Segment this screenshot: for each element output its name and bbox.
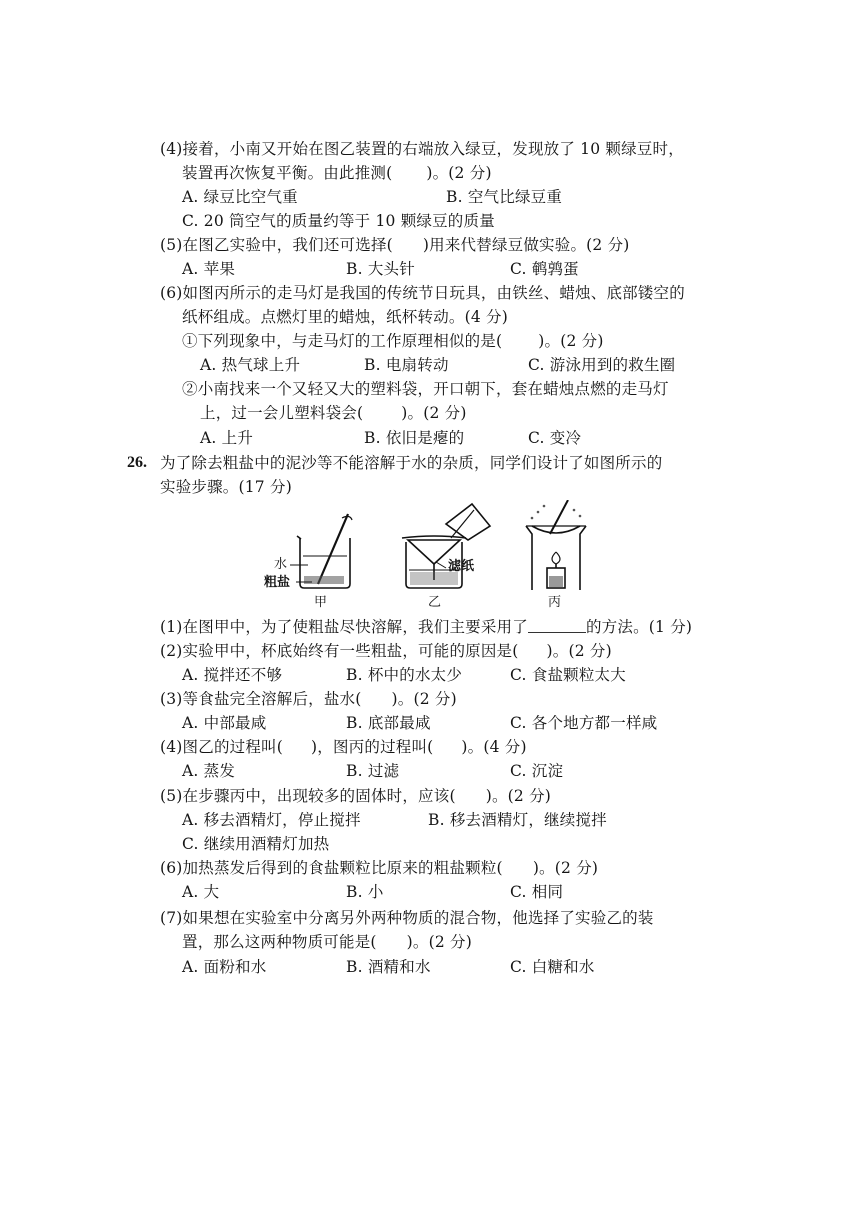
experiment-figure xyxy=(264,500,608,612)
stem-text: (1)在图甲中，为了使粗盐尽快溶解，我们主要采用了 xyxy=(160,618,528,636)
stem-text: )。(2 分) xyxy=(426,164,492,182)
q26-p2-stem xyxy=(160,640,612,662)
q25-p5-option-a: A. 苹果 xyxy=(182,260,236,278)
fill-in-blank[interactable] xyxy=(528,618,586,633)
stem-text: 置，那么这两种物质可能是( xyxy=(182,933,377,951)
q25-p5-stem xyxy=(160,234,630,256)
q26-p7-stem-line2 xyxy=(182,931,472,953)
stem-text: )。(2 分) xyxy=(546,642,612,660)
q25-p4-stem-line2 xyxy=(182,162,492,184)
q25-p4-option-c: C. 20 筒空气的质量约等于 10 颗绿豆的质量 xyxy=(182,212,495,230)
stem-text: (2)实验甲中，杯底始终有一些粗盐，可能的原因是( xyxy=(160,642,519,660)
stirring-rod xyxy=(318,514,348,584)
q26-p5-option-a: A. 移去酒精灯，停止搅拌 xyxy=(182,811,361,829)
label-filter-paper: 滤纸 xyxy=(448,559,475,574)
stem-text: )。(2 分) xyxy=(401,404,467,422)
q26-p6-option-a: A. 大 xyxy=(182,883,220,901)
q25-p6-sub1-option-b: B. 电扇转动 xyxy=(364,356,449,374)
q26-p4-option-b: B. 过滤 xyxy=(346,762,400,780)
q25-p6-sub2-line1: ②小南找来一个又轻又大的塑料袋，开口朝下，套在蜡烛点燃的走马灯 xyxy=(182,380,669,398)
evaporating-dish xyxy=(532,526,580,533)
q26-p7-stem-line1: (7)如果想在实验室中分离另外两种物质的混合物，他选择了实验乙的装 xyxy=(160,909,654,927)
q26-p3-option-b: B. 底部最咸 xyxy=(346,714,431,732)
stem-text: )。(4 分) xyxy=(461,738,527,756)
q26-p4-stem xyxy=(160,736,527,758)
stem-text: )。(2 分) xyxy=(532,859,599,877)
caption-yi: 乙 xyxy=(428,595,442,610)
q25-p6-sub1-option-a: A. 热气球上升 xyxy=(200,356,301,374)
q25-p6-sub2-option-c: C. 变冷 xyxy=(528,429,582,447)
q26-p6-stem xyxy=(160,857,598,879)
stem-text: )用来代替绿豆做实验。(2 分) xyxy=(422,236,630,254)
q25-p6-sub1-stem xyxy=(182,330,604,352)
tripod-right xyxy=(580,526,586,590)
q26-p2-option-c: C. 食盐颗粒太大 xyxy=(510,666,626,684)
stem-text: (4)图乙的过程叫( xyxy=(160,738,284,756)
tripod-left xyxy=(526,526,532,590)
stem-text: (6)加热蒸发后得到的食盐颗粒比原来的粗盐颗粒( xyxy=(160,859,503,877)
stem-text: )。(2 分) xyxy=(391,690,457,708)
stem-text: )。(2 分) xyxy=(406,933,472,951)
q25-p6-stem-line1: (6)如图丙所示的走马灯是我国的传统节日玩具，由铁丝、蜡烛、底部镂空的 xyxy=(160,284,685,302)
stem-text: 的方法。(1 分) xyxy=(585,618,693,636)
stem-text: (5)在步骤丙中，出现较多的固体时，应该( xyxy=(160,787,456,805)
label-water: 水 xyxy=(274,557,288,572)
q26-p2-option-a: A. 搅拌还不够 xyxy=(182,666,283,684)
q26-p7-option-a: A. 面粉和水 xyxy=(182,958,267,976)
q26-stem-line2: 实验步骤。(17 分) xyxy=(160,478,292,496)
question-number: 26. xyxy=(127,454,147,471)
stem-text: )。(2 分) xyxy=(485,787,552,805)
q25-p6-stem-line2: 纸杯组成。点燃灯里的蜡烛，纸杯转动。(4 分) xyxy=(182,308,508,326)
stem-text: )，图丙的过程叫( xyxy=(311,738,434,756)
stem-text: 上，过一会儿塑料袋会( xyxy=(200,404,364,422)
stem-text: )。(2 分) xyxy=(538,332,604,350)
q25-p6-sub2-option-a: A. 上升 xyxy=(200,429,254,447)
stem-text: (3)等食盐完全溶解后，盐水( xyxy=(160,690,362,708)
q26-p3-stem xyxy=(160,688,457,710)
q25-p5-option-c: C. 鹌鹑蛋 xyxy=(510,260,579,278)
q26-p3-option-c: C. 各个地方都一样咸 xyxy=(510,714,658,732)
q26-p2-option-b: B. 杯中的水太少 xyxy=(346,666,463,684)
stem-text: (5)在图乙实验中，我们还可选择( xyxy=(160,236,393,254)
q26-p1-stem xyxy=(160,616,692,638)
stem-text: 装置再次恢复平衡。由此推测( xyxy=(182,164,393,182)
q26-p6-option-b: B. 小 xyxy=(346,883,384,901)
q26-p7-option-b: B. 酒精和水 xyxy=(346,958,431,976)
q26-p3-option-a: A. 中部最咸 xyxy=(182,714,267,732)
q26-p6-option-c: C. 相同 xyxy=(510,883,564,901)
q26-p5-option-c: C. 继续用酒精灯加热 xyxy=(182,835,330,853)
pouring-beaker xyxy=(446,504,490,540)
stem-text: ①下列现象中，与走马灯的工作原理相似的是( xyxy=(182,332,503,350)
q25-p6-sub2-line2 xyxy=(200,402,467,424)
q25-p6-sub1-option-c: C. 游泳用到的救生圈 xyxy=(528,356,676,374)
q26-p4-option-c: C. 沉淀 xyxy=(510,762,564,780)
label-coarse-salt: 粗盐 xyxy=(264,575,291,590)
q26-p5-stem xyxy=(160,785,551,807)
q26-p4-option-a: A. 蒸发 xyxy=(182,762,236,780)
q25-p6-sub2-option-b: B. 依旧是瘪的 xyxy=(364,429,465,447)
q25-p4-option-b: B. 空气比绿豆重 xyxy=(446,188,563,206)
q25-p4-stem-line1: (4)接着，小南又开始在图乙装置的右端放入绿豆，发现放了 10 颗绿豆时， xyxy=(160,140,684,158)
q26-p7-option-c: C. 白糖和水 xyxy=(510,958,595,976)
caption-jia: 甲 xyxy=(314,595,328,610)
caption-bing: 丙 xyxy=(548,595,562,610)
q25-p5-option-b: B. 大头针 xyxy=(346,260,415,278)
q26-stem-line1: 为了除去粗盐中的泥沙等不能溶解于水的杂质，同学们设计了如图所示的 xyxy=(160,454,663,472)
glass-rod xyxy=(550,500,568,534)
flame xyxy=(552,552,560,564)
q26-p5-option-b: B. 移去酒精灯，继续搅拌 xyxy=(428,811,607,829)
q25-p4-option-a: A. 绿豆比空气重 xyxy=(182,188,298,206)
